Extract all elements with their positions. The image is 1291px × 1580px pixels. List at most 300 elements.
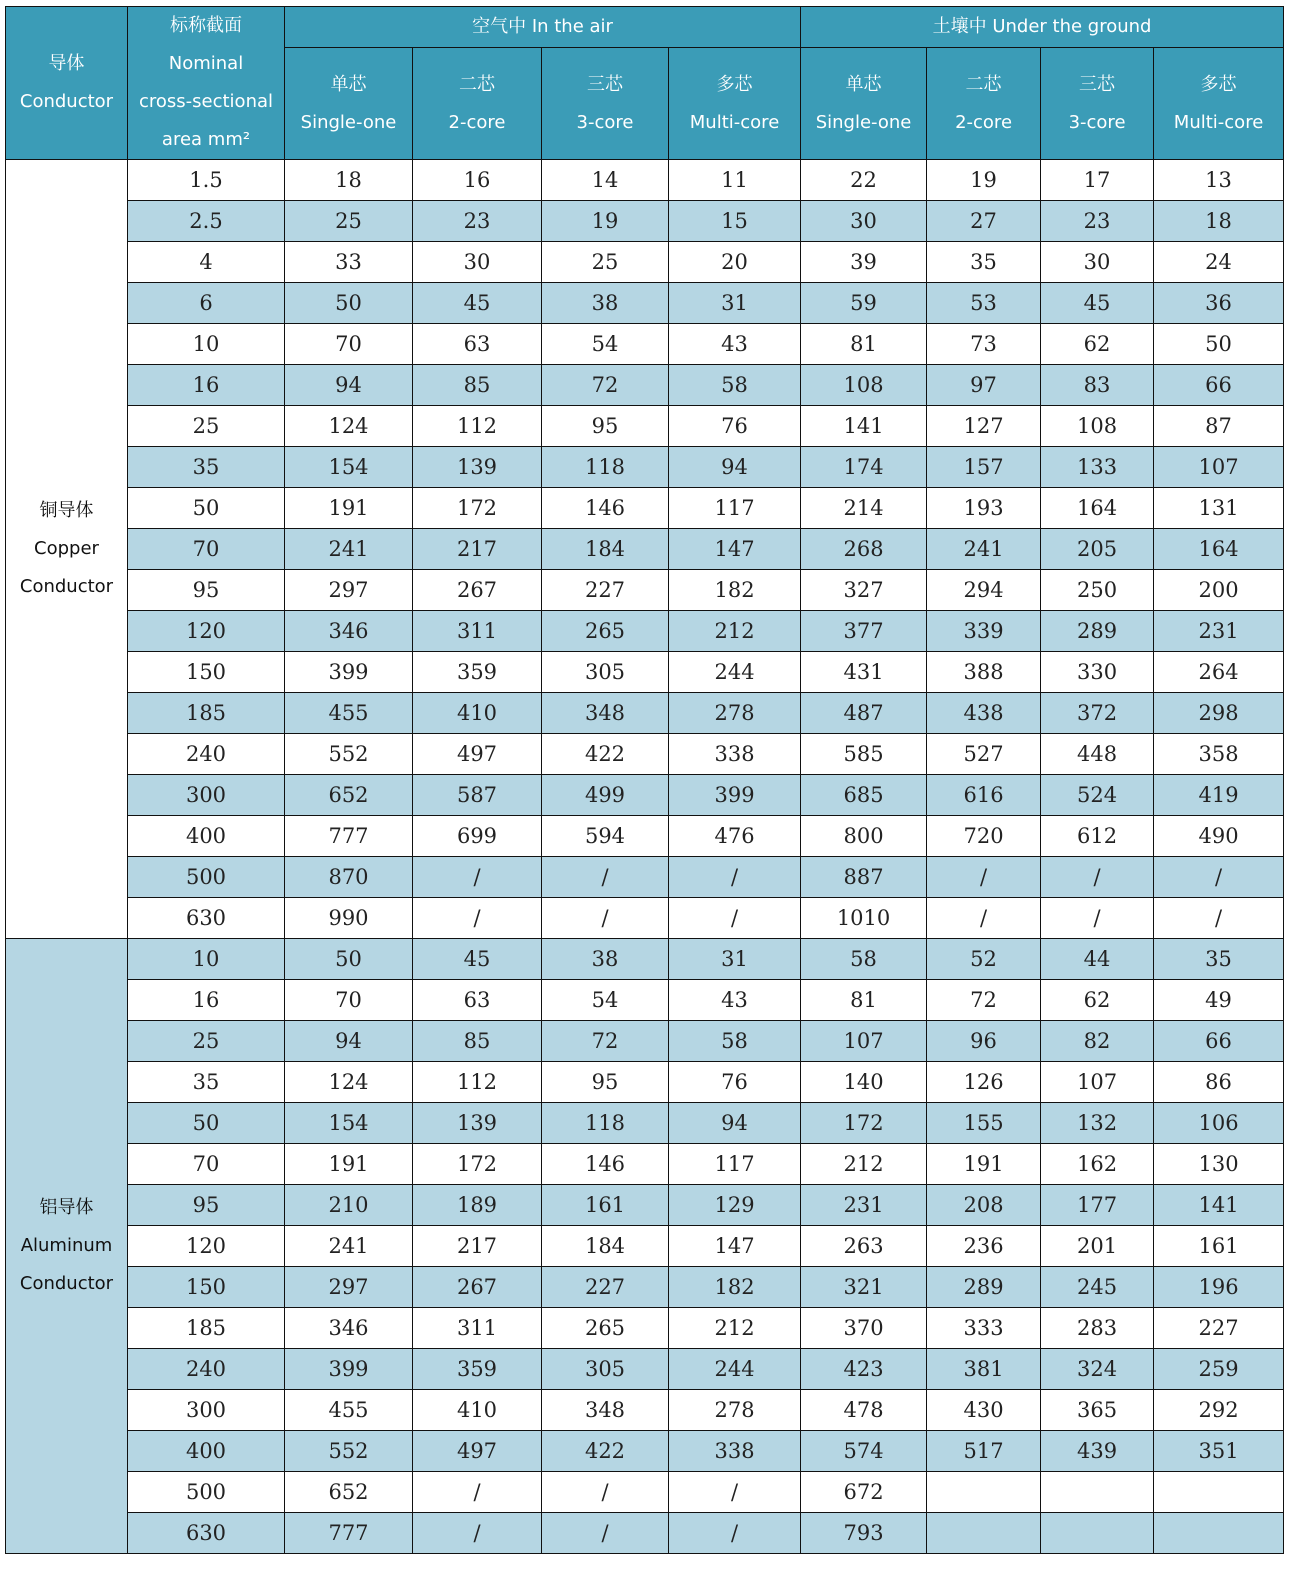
table-row: [6, 652, 1284, 693]
rating-cell: 124: [285, 406, 413, 447]
area-cell: 50: [128, 488, 285, 529]
rating-cell: 30: [413, 242, 542, 283]
rating-cell: 45: [413, 283, 542, 324]
rating-cell: [1041, 1472, 1154, 1513]
ground-header: 土壤中 Under the ground: [801, 7, 1284, 48]
table-row: [6, 611, 1284, 652]
rating-cell: 217: [413, 529, 542, 570]
area-header-en-1: Nominal: [168, 53, 244, 74]
table-row: [6, 160, 1284, 201]
table-row: [6, 1062, 1284, 1103]
rating-cell: /: [413, 898, 542, 939]
core-header-en: Multi-core: [1173, 111, 1264, 133]
rating-cell: 117: [669, 1144, 801, 1185]
area-cell: 240: [128, 1349, 285, 1390]
rating-cell: 720: [927, 816, 1041, 857]
rating-cell: 476: [669, 816, 801, 857]
area-header-en-3: area mm²: [161, 129, 251, 150]
table-row: [6, 570, 1284, 611]
rating-cell: 265: [542, 1308, 669, 1349]
rating-cell: 184: [542, 529, 669, 570]
rating-cell: [1154, 1472, 1284, 1513]
rating-cell: 161: [542, 1185, 669, 1226]
rating-cell: /: [542, 1513, 669, 1554]
rating-cell: 289: [927, 1267, 1041, 1308]
area-cell: 16: [128, 980, 285, 1021]
rating-cell: 793: [801, 1513, 927, 1554]
conductor-header: [6, 7, 128, 160]
core-header: [413, 48, 542, 160]
rating-cell: 241: [285, 1226, 413, 1267]
table-row: [6, 1308, 1284, 1349]
rating-cell: 19: [542, 201, 669, 242]
rating-cell: 53: [927, 283, 1041, 324]
rating-cell: 231: [801, 1185, 927, 1226]
rating-cell: 23: [413, 201, 542, 242]
rating-cell: 172: [801, 1103, 927, 1144]
rating-cell: 422: [542, 734, 669, 775]
rating-cell: 212: [669, 611, 801, 652]
rating-cell: 321: [801, 1267, 927, 1308]
rating-cell: 227: [1154, 1308, 1284, 1349]
rating-cell: 297: [285, 570, 413, 611]
table-row: [6, 1021, 1284, 1062]
rating-cell: 527: [927, 734, 1041, 775]
rating-cell: 85: [413, 1021, 542, 1062]
rating-cell: 112: [413, 1062, 542, 1103]
rating-cell: 346: [285, 1308, 413, 1349]
rating-cell: 348: [542, 1390, 669, 1431]
table-row: [6, 939, 1284, 980]
area-cell: 300: [128, 775, 285, 816]
rating-cell: 177: [1041, 1185, 1154, 1226]
table-row: [6, 365, 1284, 406]
rating-cell: 182: [669, 570, 801, 611]
rating-cell: /: [927, 898, 1041, 939]
table-row: [6, 1226, 1284, 1267]
rating-cell: 43: [669, 324, 801, 365]
rating-cell: 133: [1041, 447, 1154, 488]
table-row: [6, 1144, 1284, 1185]
rating-cell: 141: [1154, 1185, 1284, 1226]
rating-cell: 43: [669, 980, 801, 1021]
rating-cell: 50: [285, 283, 413, 324]
area-cell: 25: [128, 1021, 285, 1062]
rating-cell: 777: [285, 816, 413, 857]
rating-cell: 430: [927, 1390, 1041, 1431]
table-row: [6, 324, 1284, 365]
core-header-en: 2-core: [955, 111, 1013, 133]
core-header: [801, 48, 927, 160]
rating-cell: 339: [927, 611, 1041, 652]
rating-cell: 205: [1041, 529, 1154, 570]
rating-cell: 45: [413, 939, 542, 980]
core-header-cn: 单芯: [845, 73, 882, 95]
rating-cell: 672: [801, 1472, 927, 1513]
area-header-en-2: cross-sectional: [138, 91, 274, 112]
rating-cell: 305: [542, 1349, 669, 1390]
rating-cell: 131: [1154, 488, 1284, 529]
group-label-line: Aluminum: [20, 1235, 113, 1256]
rating-cell: 263: [801, 1226, 927, 1267]
rating-cell: 244: [669, 652, 801, 693]
conductor-header-en: Conductor: [19, 91, 114, 112]
rating-cell: 62: [1041, 324, 1154, 365]
rating-cell: 268: [801, 529, 927, 570]
rating-cell: 139: [413, 1103, 542, 1144]
rating-cell: 117: [669, 488, 801, 529]
rating-cell: 39: [801, 242, 927, 283]
core-header: [669, 48, 801, 160]
rating-cell: 324: [1041, 1349, 1154, 1390]
rating-cell: 95: [542, 1062, 669, 1103]
table-row: [6, 488, 1284, 529]
area-cell: 10: [128, 324, 285, 365]
area-header: [128, 7, 285, 160]
rating-cell: 652: [285, 775, 413, 816]
rating-cell: 193: [927, 488, 1041, 529]
rating-cell: 30: [1041, 242, 1154, 283]
core-header: [1154, 48, 1284, 160]
rating-cell: 50: [285, 939, 413, 980]
rating-cell: 490: [1154, 816, 1284, 857]
rating-cell: 241: [927, 529, 1041, 570]
rating-cell: 172: [413, 488, 542, 529]
rating-cell: 129: [669, 1185, 801, 1226]
rating-cell: 11: [669, 160, 801, 201]
rating-cell: 58: [669, 1021, 801, 1062]
rating-cell: 19: [927, 160, 1041, 201]
rating-cell: 30: [801, 201, 927, 242]
rating-cell: 63: [413, 324, 542, 365]
rating-cell: 108: [1041, 406, 1154, 447]
rating-cell: 139: [413, 447, 542, 488]
rating-cell: 524: [1041, 775, 1154, 816]
rating-cell: 370: [801, 1308, 927, 1349]
rating-cell: 410: [413, 693, 542, 734]
group-label-line: Conductor: [19, 576, 114, 597]
rating-cell: 1010: [801, 898, 927, 939]
rating-cell: 164: [1041, 488, 1154, 529]
rating-cell: 70: [285, 324, 413, 365]
area-cell: 120: [128, 1226, 285, 1267]
rating-cell: 146: [542, 1144, 669, 1185]
rating-cell: 399: [285, 652, 413, 693]
table-row: [6, 283, 1284, 324]
area-cell: 500: [128, 1472, 285, 1513]
rating-cell: /: [413, 1472, 542, 1513]
rating-cell: 685: [801, 775, 927, 816]
rating-cell: 35: [927, 242, 1041, 283]
rating-cell: 161: [1154, 1226, 1284, 1267]
rating-cell: 359: [413, 1349, 542, 1390]
area-cell: 630: [128, 1513, 285, 1554]
rating-cell: 54: [542, 324, 669, 365]
rating-cell: 372: [1041, 693, 1154, 734]
rating-cell: 777: [285, 1513, 413, 1554]
rating-cell: 106: [1154, 1103, 1284, 1144]
rating-cell: 278: [669, 1390, 801, 1431]
rating-cell: 85: [413, 365, 542, 406]
area-cell: 95: [128, 1185, 285, 1226]
rating-cell: /: [927, 857, 1041, 898]
rating-cell: 191: [285, 1144, 413, 1185]
area-cell: 35: [128, 447, 285, 488]
rating-cell: 22: [801, 160, 927, 201]
rating-cell: 196: [1154, 1267, 1284, 1308]
rating-cell: 184: [542, 1226, 669, 1267]
area-cell: 630: [128, 898, 285, 939]
rating-cell: 66: [1154, 1021, 1284, 1062]
rating-cell: 587: [413, 775, 542, 816]
area-cell: 4: [128, 242, 285, 283]
area-cell: 95: [128, 570, 285, 611]
air-header: 空气中 In the air: [285, 7, 801, 48]
rating-cell: 118: [542, 1103, 669, 1144]
rating-cell: 31: [669, 939, 801, 980]
table-row: [6, 1390, 1284, 1431]
rating-cell: 126: [927, 1062, 1041, 1103]
table-row: [6, 734, 1284, 775]
aluminum-conductor-label: [6, 939, 128, 1554]
area-cell: 1.5: [128, 160, 285, 201]
rating-cell: 652: [285, 1472, 413, 1513]
rating-cell: 16: [413, 160, 542, 201]
current-rating-table: [5, 6, 1284, 1554]
area-cell: 50: [128, 1103, 285, 1144]
rating-cell: 141: [801, 406, 927, 447]
rating-cell: 497: [413, 734, 542, 775]
group-label-line: 铝导体: [39, 1197, 94, 1218]
rating-cell: 358: [1154, 734, 1284, 775]
table-row: [6, 447, 1284, 488]
rating-cell: 208: [927, 1185, 1041, 1226]
rating-cell: 330: [1041, 652, 1154, 693]
rating-cell: 70: [285, 980, 413, 1021]
rating-cell: 217: [413, 1226, 542, 1267]
rating-cell: 264: [1154, 652, 1284, 693]
core-header-cn: 二芯: [459, 73, 495, 95]
rating-cell: 14: [542, 160, 669, 201]
rating-cell: 227: [542, 1267, 669, 1308]
rating-cell: 52: [927, 939, 1041, 980]
area-cell: 70: [128, 1144, 285, 1185]
core-header-en: 3-core: [1068, 111, 1126, 133]
core-header-en: Single-one: [300, 111, 397, 133]
conductor-header-cn: 导体: [48, 53, 85, 74]
table-row: [6, 1349, 1284, 1390]
rating-cell: 182: [669, 1267, 801, 1308]
table-row: [6, 529, 1284, 570]
rating-cell: 267: [413, 1267, 542, 1308]
rating-cell: 24: [1154, 242, 1284, 283]
core-header: [1041, 48, 1154, 160]
rating-cell: /: [1154, 857, 1284, 898]
rating-cell: 351: [1154, 1431, 1284, 1472]
area-cell: 6: [128, 283, 285, 324]
core-header-cn: 多芯: [1200, 73, 1237, 95]
table-row: [6, 898, 1284, 939]
rating-cell: 96: [927, 1021, 1041, 1062]
rating-cell: 212: [669, 1308, 801, 1349]
rating-cell: 72: [542, 365, 669, 406]
rating-cell: 72: [542, 1021, 669, 1062]
rating-cell: 201: [1041, 1226, 1154, 1267]
rating-cell: 359: [413, 652, 542, 693]
rating-cell: 62: [1041, 980, 1154, 1021]
rating-cell: 27: [927, 201, 1041, 242]
rating-cell: /: [669, 898, 801, 939]
rating-cell: 265: [542, 611, 669, 652]
area-cell: 10: [128, 939, 285, 980]
core-header-cn: 二芯: [965, 73, 1002, 95]
rating-cell: 164: [1154, 529, 1284, 570]
core-header-en: 2-core: [448, 111, 506, 133]
rating-cell: 147: [669, 1226, 801, 1267]
group-label-line: 铜导体: [39, 500, 94, 521]
table-row: [6, 406, 1284, 447]
rating-cell: 95: [542, 406, 669, 447]
rating-cell: 990: [285, 898, 413, 939]
rating-cell: 13: [1154, 160, 1284, 201]
table-row: [6, 1431, 1284, 1472]
rating-cell: 231: [1154, 611, 1284, 652]
rating-cell: 348: [542, 693, 669, 734]
rating-cell: 94: [285, 365, 413, 406]
rating-cell: 140: [801, 1062, 927, 1103]
rating-cell: 155: [927, 1103, 1041, 1144]
table-row: [6, 201, 1284, 242]
rating-cell: 118: [542, 447, 669, 488]
rating-cell: /: [1154, 898, 1284, 939]
area-cell: 150: [128, 652, 285, 693]
rating-cell: 154: [285, 1103, 413, 1144]
rating-cell: 870: [285, 857, 413, 898]
core-header-cn: 三芯: [1079, 73, 1116, 95]
area-cell: 35: [128, 1062, 285, 1103]
rating-cell: 499: [542, 775, 669, 816]
rating-cell: 210: [285, 1185, 413, 1226]
area-cell: 185: [128, 693, 285, 734]
rating-cell: 278: [669, 693, 801, 734]
area-cell: 400: [128, 816, 285, 857]
rating-cell: 800: [801, 816, 927, 857]
rating-cell: /: [1041, 898, 1154, 939]
rating-cell: [1041, 1513, 1154, 1554]
rating-cell: 108: [801, 365, 927, 406]
rating-cell: 58: [801, 939, 927, 980]
rating-cell: 333: [927, 1308, 1041, 1349]
rating-cell: 49: [1154, 980, 1284, 1021]
area-cell: 150: [128, 1267, 285, 1308]
rating-cell: 112: [413, 406, 542, 447]
rating-cell: 294: [927, 570, 1041, 611]
rating-cell: 227: [542, 570, 669, 611]
rating-cell: 172: [413, 1144, 542, 1185]
rating-cell: 20: [669, 242, 801, 283]
rating-cell: 267: [413, 570, 542, 611]
rating-cell: 25: [542, 242, 669, 283]
rating-cell: 35: [1154, 939, 1284, 980]
rating-cell: 174: [801, 447, 927, 488]
rating-cell: 431: [801, 652, 927, 693]
rating-cell: 23: [1041, 201, 1154, 242]
rating-cell: /: [542, 857, 669, 898]
area-cell: 185: [128, 1308, 285, 1349]
core-header-en: 3-core: [576, 111, 634, 133]
area-cell: 70: [128, 529, 285, 570]
rating-cell: 36: [1154, 283, 1284, 324]
rating-cell: 76: [669, 1062, 801, 1103]
rating-cell: 54: [542, 980, 669, 1021]
core-header-en: Multi-core: [689, 111, 780, 133]
area-cell: 240: [128, 734, 285, 775]
rating-cell: 66: [1154, 365, 1284, 406]
rating-cell: 33: [285, 242, 413, 283]
table-row: [6, 775, 1284, 816]
rating-cell: 289: [1041, 611, 1154, 652]
rating-cell: 399: [669, 775, 801, 816]
rating-cell: [1154, 1513, 1284, 1554]
rating-cell: 59: [801, 283, 927, 324]
table-body: [6, 160, 1284, 1554]
rating-cell: 497: [413, 1431, 542, 1472]
rating-cell: 50: [1154, 324, 1284, 365]
core-header-en: Single-one: [815, 111, 912, 133]
area-cell: 300: [128, 1390, 285, 1431]
rating-cell: 377: [801, 611, 927, 652]
rating-cell: 552: [285, 734, 413, 775]
table-row: [6, 1472, 1284, 1513]
rating-cell: 58: [669, 365, 801, 406]
rating-cell: 72: [927, 980, 1041, 1021]
rating-cell: 338: [669, 734, 801, 775]
rating-cell: 25: [285, 201, 413, 242]
rating-cell: /: [669, 1513, 801, 1554]
rating-cell: 487: [801, 693, 927, 734]
rating-cell: 82: [1041, 1021, 1154, 1062]
rating-cell: 422: [542, 1431, 669, 1472]
core-header: [542, 48, 669, 160]
rating-cell: 76: [669, 406, 801, 447]
rating-cell: 17: [1041, 160, 1154, 201]
rating-cell: 130: [1154, 1144, 1284, 1185]
rating-cell: 157: [927, 447, 1041, 488]
rating-cell: 15: [669, 201, 801, 242]
rating-cell: 94: [285, 1021, 413, 1062]
rating-cell: /: [542, 898, 669, 939]
rating-cell: 241: [285, 529, 413, 570]
rating-cell: 31: [669, 283, 801, 324]
rating-cell: 297: [285, 1267, 413, 1308]
rating-cell: [927, 1472, 1041, 1513]
rating-cell: 388: [927, 652, 1041, 693]
table-row: [6, 1513, 1284, 1554]
rating-cell: 283: [1041, 1308, 1154, 1349]
rating-cell: 455: [285, 693, 413, 734]
rating-cell: /: [413, 857, 542, 898]
table-row: [6, 1185, 1284, 1226]
core-header: [285, 48, 413, 160]
rating-cell: 83: [1041, 365, 1154, 406]
rating-cell: 305: [542, 652, 669, 693]
rating-cell: 438: [927, 693, 1041, 734]
rating-cell: 887: [801, 857, 927, 898]
rating-cell: 616: [927, 775, 1041, 816]
rating-cell: 419: [1154, 775, 1284, 816]
copper-conductor-label: [6, 160, 128, 939]
table-row: [6, 980, 1284, 1021]
